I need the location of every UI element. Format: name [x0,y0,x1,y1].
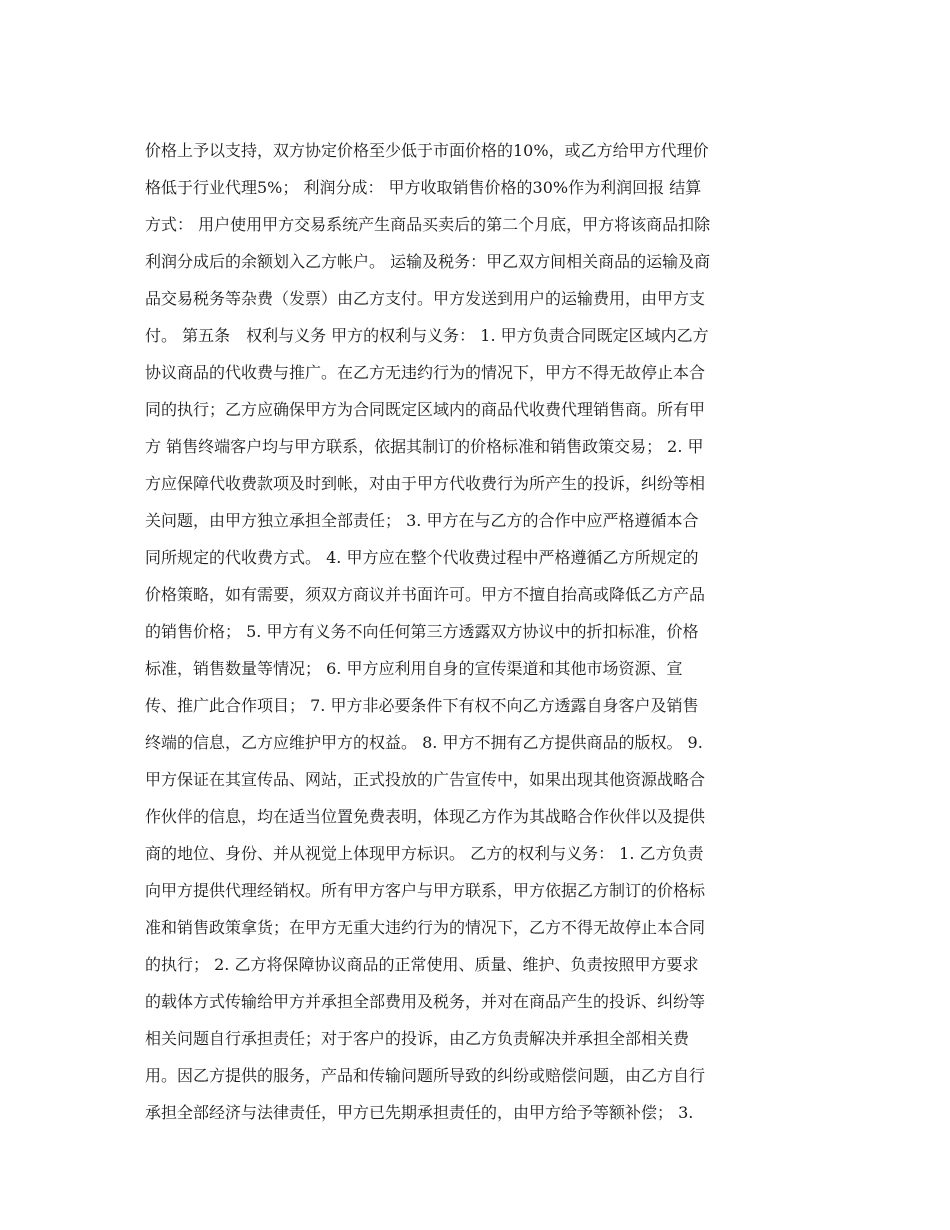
text-line-12: 同所规定的代收费方式。 4. 甲方应在整个代收费过程中严格遵循乙方所规定的 [145,548,699,567]
text-line-22: 准和销售政策拿货；在甲方无重大违约行为的情况下，乙方不得无故停止本合同 [145,918,706,937]
text-line-7: 协议商品的代收费与推广。在乙方无违约行为的情况下，甲方不得无故停止本合 [145,363,706,382]
text-line-9: 方 销售终端客户均与甲方联系，依据其制订的价格标准和销售政策交易； 2. 甲 [145,437,704,456]
text-line-20: 商的地位、身份、并从视觉上体现甲方标识。 乙方的权利与义务： 1. 乙方负责 [145,844,704,863]
text-line-15: 标准，销售数量等情况； 6. 甲方应利用自身的宣传渠道和其他市场资源、宣 [145,659,683,678]
text-line-11: 关问题，由甲方独立承担全部责任； 3. 甲方在与乙方的合作中应严格遵循本合 [145,511,699,530]
contract-body-text [145,132,805,1131]
text-line-25: 相关问题自行承担责任；对于客户的投诉，由乙方负责解决并承担全部相关费 [145,1029,690,1048]
text-line-26: 用。因乙方提供的服务，产品和传输问题所导致的纠纷或赔偿问题，由乙方自行 [145,1066,706,1085]
text-line-10: 方应保障代收费款项及时到帐，对由于甲方代收费行为所产生的投诉，纠纷等相 [145,474,706,493]
text-line-27: 承担全部经济与法律责任，甲方已先期承担责任的，由甲方给予等额补偿； 3. [145,1103,694,1122]
text-line-1: 价格上予以支持，双方协定价格至少低于市面价格的10%，或乙方给甲方代理价 [145,141,709,160]
text-line-5: 品交易税务等杂费（发票）由乙方支付。甲方发送到用户的运输费用，由甲方支 [145,289,706,308]
text-line-2: 格低于行业代理5%； 利润分成： 甲方收取销售价格的30%作为利润回报 结算 [145,178,702,197]
text-line-17: 终端的信息，乙方应维护甲方的权益。 8. 甲方不拥有乙方提供商品的版权。 9. [145,733,703,752]
text-line-21: 向甲方提供代理经销权。所有甲方客户与甲方联系，甲方依据乙方制订的价格标 [145,881,706,900]
text-line-14: 的销售价格； 5. 甲方有义务不向任何第三方透露双方协议中的折扣标准，价格 [145,622,699,641]
text-line-8: 同的执行；乙方应确保甲方为合同既定区域内的商品代收费代理销售商。所有甲 [145,400,706,419]
text-line-3: 方式： 用户使用甲方交易系统产生商品买卖后的第二个月底，甲方将该商品扣除 [145,215,711,234]
text-line-24: 的载体方式传输给甲方并承担全部费用及税务，并对在商品产生的投诉、纠纷等 [145,992,706,1011]
text-line-16: 传、推广此合作项目； 7. 甲方非必要条件下有权不向乙方透露自身客户及销售 [145,696,699,715]
text-line-6: 付。 第五条 权利与义务 甲方的权利与义务： 1. 甲方负责合同既定区域内乙方 [145,326,709,345]
text-line-18: 甲方保证在其宣传品、网站，正式投放的广告宣传中，如果出现其他资源战略合 [145,770,706,789]
text-line-19: 作伙伴的信息，均在适当位置免费表明，体现乙方作为其战略合作伙伴以及提供 [145,807,706,826]
text-line-23: 的执行； 2. 乙方将保障协议商品的正常使用、质量、维护、负责按照甲方要求 [145,955,699,974]
text-line-4: 利润分成后的余额划入乙方帐户。 运输及税务：甲乙双方间相关商品的运输及商 [145,252,711,271]
text-line-13: 价格策略，如有需要，须双方商议并书面许可。甲方不擅自抬高或降低乙方产品 [145,585,706,604]
